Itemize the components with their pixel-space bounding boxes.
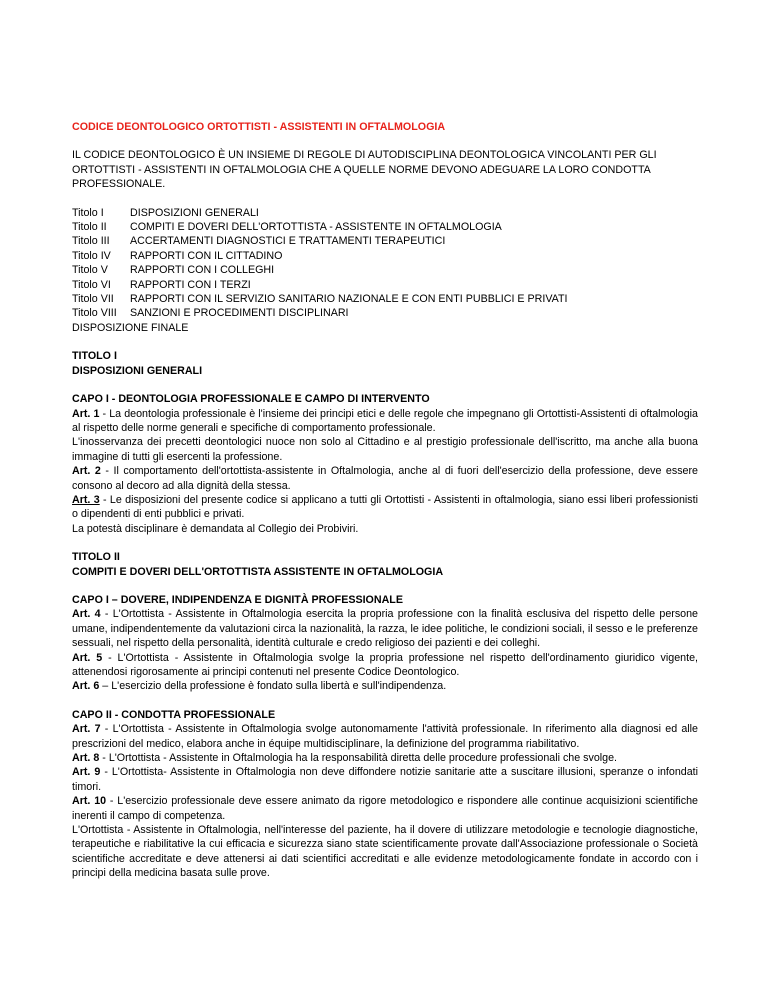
intro-paragraph: IL CODICE DEONTOLOGICO È UN INSIEME DI REGOLE DI AUTODISCIPLINA DEONTOLOGICA VINCOLANTI PER GLI ORTOTTISTI - ASSISTENTI IN OFTALMOLOGIA CHE A QUELLE NORME DEVONO ADEGUARE LA LORO CONDOTTA PROFESSIONALE. (72, 149, 657, 191)
article-10: Art. 10 - L'esercizio professionale deve essere animato da rigore metodologico e rispondere alle continue acquisizioni scientifiche inerenti il campo di competenza. (72, 795, 698, 822)
article-3-paragraph-2: La potestà disciplinare è demandata al Collegio dei Probiviri. (72, 522, 359, 535)
article-3: Art. 3 - Le disposizioni del presente codice si applicano a tutti gli Ortottisti - Assistenti in oftalmologia, siano essi liberi professionisti o dipendenti di enti pubblici e privati. (72, 493, 698, 521)
toc-row: Titolo III ACCERTAMENTI DIAGNOSTICI E TRATTAMENTI TERAPEUTICI (72, 235, 446, 248)
toc-row: Titolo IV RAPPORTI CON IL CITTADINO (72, 249, 283, 262)
article-2: Art. 2 - Il comportamento dell'ortottista-assistente in Oftalmologia, anche al di fuori dell'esercizio della professione, deve essere consono al decoro ad alla dignità della stessa. (72, 465, 698, 492)
document-title: CODICE DEONTOLOGICO ORTOTTISTI - ASSISTENTI IN OFTALMOLOGIA (72, 121, 446, 133)
toc-row: Titolo VII RAPPORTI CON IL SERVIZIO SANITARIO NAZIONALE E CON ENTI PUBBLICI E PRIVATI (72, 293, 568, 306)
capo-2-heading: CAPO II - CONDOTTA PROFESSIONALE (72, 708, 276, 721)
document-page (72, 120, 698, 881)
article-8: Art. 8 - L'Ortottista - Assistente in Oftalmologia ha la responsabilità diretta delle procedure professionali che svolge. (72, 752, 618, 765)
article-10-paragraph-2: L'Ortottista - Assistente in Oftalmologia, nell'interesse del paziente, ha il dovere di utilizzare metodologie e tecnologie diagnostiche, terapeutiche e riabilitative la cui efficacia e sicurezza siano state scientificamente provate dall'Associazione professionale o Società scientifiche accreditate e deve attenersi ai dati scientifici accreditati e alle evidenze metodologicamente fondate in accordo con i principi della medicina basata sulle prove. (72, 824, 698, 880)
article-4: Art. 4 - L'Ortottista - Assistente in Oftalmologia esercita la propria professione con la finalità esclusiva del rispetto delle persone umane, indipendentemente da valutazioni circa la nazionalità, la razza, le idee politiche, le condizioni sociali, il sesso e le preferenze sessuali, nel rispetto della personalità, identità culturale e credo religioso dei pazienti e dei colleghi. (72, 608, 699, 650)
capo-1-heading: CAPO I - DEONTOLOGIA PROFESSIONALE E CAMPO DI INTERVENTO (72, 393, 430, 406)
article-1: Art. 1 - La deontologia professionale è l'insieme dei principi etici e delle regole che impegnano gli Ortottisti-Assistenti di oftalmologia al rispetto delle norme generali e specifiche di comportamento professionale. (72, 407, 698, 434)
titolo-2-heading: TITOLO II (72, 551, 120, 564)
toc-final: DISPOSIZIONE FINALE (72, 321, 189, 334)
toc-row: Titolo VIII SANZIONI E PROCEDIMENTI DISCIPLINARI (72, 307, 349, 320)
table-of-contents (72, 206, 698, 336)
titolo-2-subheading: COMPITI E DOVERI DELL'ORTOTTISTA ASSISTENTE IN OFTALMOLOGIA (72, 565, 444, 578)
toc-row: Titolo II COMPITI E DOVERI DELL'ORTOTTISTA - ASSISTENTE IN OFTALMOLOGIA (72, 221, 502, 234)
titolo-1-heading: TITOLO I (72, 350, 117, 363)
article-1-paragraph-2: L'inosservanza dei precetti deontologici nuoce non solo al Cittadino e al prestigio professionale dell'iscritto, ma anche alla buona immagine di tutti gli esercenti la professione. (72, 436, 698, 463)
article-9: Art. 9 - L'Ortottista- Assistente in Oftalmologia non deve diffondere notizie sanitarie atte a suscitare illusioni, speranze o infondati timori. (72, 766, 698, 793)
toc-row: Titolo VI RAPPORTI CON I TERZI (72, 278, 251, 291)
article-6: Art. 6 – L'esercizio della professione è fondato sulla libertà e sull'indipendenza. (72, 680, 447, 693)
article-5: Art. 5 - L'Ortottista - Assistente in Oftalmologia svolge la propria professione nel rispetto dell'ordinamento giuridico vigente, attenendosi rigorosamente ai principi contenuti nel presente Codice Deontologico. (72, 651, 698, 678)
toc-row: Titolo I DISPOSIZIONI GENERALI (72, 206, 259, 219)
article-7: Art. 7 - L'Ortottista - Assistente in Oftalmologia svolge autonomamente l'attività professionale. In riferimento alla diagnosi ed alle prescrizioni del medico, elabora anche in équipe multidisciplinare, la definizione del programma riabilitativo. (72, 723, 698, 750)
titolo-1-subheading: DISPOSIZIONI GENERALI (72, 364, 203, 377)
toc-row: Titolo V RAPPORTI CON I COLLEGHI (72, 264, 275, 277)
capo-1b-heading: CAPO I – DOVERE, INDIPENDENZA E DIGNITÀ PROFESSIONALE (72, 593, 403, 606)
